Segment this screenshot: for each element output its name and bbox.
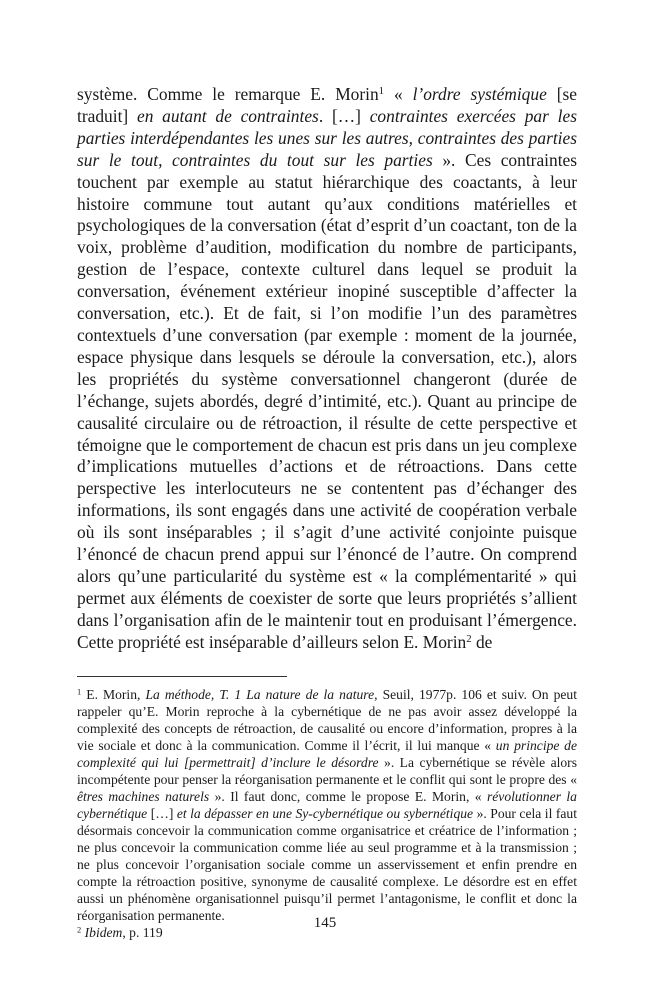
body-text: . […] xyxy=(318,105,370,126)
body-text: « xyxy=(384,84,413,104)
footnote-mark-1: 1 xyxy=(77,685,82,696)
footnote-mark-2: 2 xyxy=(77,923,82,934)
body-text: de xyxy=(471,631,493,652)
footnote-text: […] xyxy=(147,805,177,821)
body-paragraph xyxy=(77,84,577,654)
footnote-ref-2[interactable]: 2 xyxy=(466,632,472,645)
quote-italic: et la dépasser en une Sy-cybernétique ou sybernétique xyxy=(176,805,474,821)
footnote-text: E. Morin, xyxy=(81,686,146,702)
italic-comma: , xyxy=(337,412,343,433)
footnote-text: , p. 119 xyxy=(122,924,163,940)
body-text: il résulte de cette perspective et témoigne que le comportement de chacun est pris dans un jeu complexe d’implications mutuelles d’actions et de rétroactions. Dans cette perspective les interlocuteurs ne se contentent pas d’échanger des informations, ils sont engagés dans une activité de coopération verbale où ils sont inséparables ; il s’agit d’une activité conjointe puisque l’énoncé de chacun prend appui sur l’énoncé de l’autre. On comprend alors qu’une particularité du système est « la complémentarité » qui permet aux éléments de coexister de sorte que leurs propriétés s’allient dans l’organisation afin de le maintenir tout en produisant l’émergence. Cette propriété est inséparable d’ailleurs selon E. Morin xyxy=(77,412,577,652)
footnote-text: ». Il faut donc, comme le propose E. Morin, « xyxy=(209,788,487,804)
quote-italic: êtres machines naturels xyxy=(77,788,210,804)
body-text: ». Ces contraintes touchent par exemple au statut hiérarchique des coactants, à leur histoire commune tout autant qu’aux conditions matérielles et psychologiques de la conversation (état d’esprit d’un coactant, ton de la voix, problème d’audition, modification du nombre de participants, gestion de l’espace, contexte culturel dans lequel se produit la conversation, événement extérieur inopiné susceptible d’affecter la conversation, etc.). Et de fait, si l’on modifie l’un des paramètres contextuels d’une conversation (par exemple : moment de la journée, espace physique dans lesquels se déroule la conversation, etc.), alors les propriétés du système conversationnel changeront (durée de l’échange, sujets abordés, degré d’intimité, etc.). Quant au principe de causalité circulaire ou de rétroaction xyxy=(77,149,578,433)
ibidem-italic: Ibidem xyxy=(84,924,123,940)
quote-italic: en autant de contraintes xyxy=(136,105,319,126)
page-content xyxy=(77,84,577,941)
quote-italic: révolutionner la cybernétique xyxy=(77,788,577,821)
footnote-1 xyxy=(77,686,577,924)
body-text: système. Comme le remarque E. Morin xyxy=(77,84,379,104)
page-number: 145 xyxy=(313,915,337,931)
book-title-italic: La méthode, T. 1 La nature de la nature xyxy=(145,686,375,702)
quote-italic: l’ordre systémique xyxy=(412,84,547,104)
footnote-text: ». La cybernétique se révèle alors incompétente pour penser la réorganisation permanente et le conflit qui sont le propre des « xyxy=(77,754,578,787)
footnote-ref-1[interactable]: 1 xyxy=(378,85,385,98)
footnote-text: ». Pour cela il faut désormais concevoir la communication comme organisatrice et créatrice de l’information ; ne plus concevoir la communication comme liée au seul programme et à la transmission ; ne plus concevoir l’organisation sociale comme un asservissement et enfin prendre en compte la rétroaction positive, synonyme de causalité complexe. Le désordre est en effet aussi un phénomène organisationnel puisqu’il permet l’antagonisme, le conflit et donc la réorganisation permanente. xyxy=(77,805,577,923)
footnote-text: , Seuil, 1977p. 106 et suiv. On peut rappeler qu’E. Morin reproche à la cybernétique de ne pas avoir assez développé la complexité des concepts de rétroaction, de causalité ou encore d’information, propres à la vie sociale et donc à la communication. Comme il l’écrit, il lui manque « xyxy=(77,686,577,753)
quote-italic: un principe de complexité qui lui [permettrait] d’inclure le désordre xyxy=(77,737,577,770)
footnote-divider xyxy=(77,676,287,677)
quote-italic: contraintes exercées par les parties interdépendantes les unes sur les autres, contraintes des parties sur le tout, contraintes du tout sur les parties xyxy=(77,105,577,170)
body-text: [se traduit] xyxy=(77,84,577,126)
